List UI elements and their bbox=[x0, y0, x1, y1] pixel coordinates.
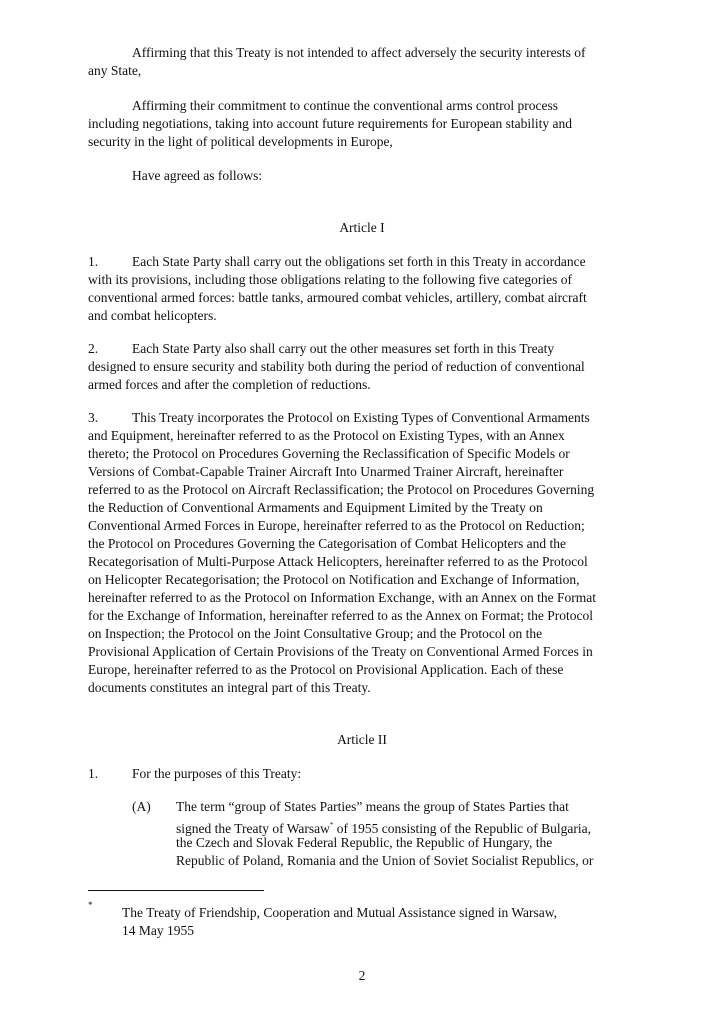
page-number: 2 bbox=[358, 968, 366, 983]
preamble-p2-line1: Affirming their commitment to continue the conventional arms control process bbox=[132, 98, 559, 113]
article-1-para-3-line: on Helicopter Recategorisation; the Protocol on Notification and Exchange of Information, bbox=[88, 572, 580, 587]
article-1-para-1-number: 1. bbox=[88, 254, 99, 269]
footnote-separator bbox=[88, 890, 264, 891]
article-1-para-3-line: Europe, hereinafter referred to as the Protocol on Provisional Application. Each of these bbox=[88, 662, 564, 677]
footnote-line: 14 May 1955 bbox=[122, 923, 194, 938]
article-1-para-3-line: the Protocol on Procedures Governing the Categorisation of Combat Helicopters and the bbox=[88, 536, 567, 551]
article-1-para-3-line: on Inspection; the Protocol on the Joint Consultative Group; and the Protocol on the bbox=[88, 626, 543, 641]
footnote-mark: * bbox=[88, 900, 93, 910]
footnote-reference[interactable]: * bbox=[329, 821, 334, 829]
article-2-para-1-number: 1. bbox=[88, 766, 99, 781]
article-1-para-3-line: and Equipment, hereinafter referred to as the Protocol on Existing Types, with an Annex bbox=[88, 428, 565, 443]
article-1-para-3-line: thereto; the Protocol on Procedures Governing the Reclassification of Specific Models or bbox=[88, 446, 570, 461]
article-1-para-3-line: This Treaty incorporates the Protocol on Existing Types of Conventional Armaments bbox=[132, 410, 590, 425]
article-1-para-1-line: with its provisions, including those obligations relating to the following five categories of bbox=[88, 272, 573, 287]
preamble-p1-line2: any State, bbox=[88, 63, 142, 78]
article-1-para-3-line: for the Exchange of Information, hereinafter referred to as the Annex on Format; the Protocol bbox=[88, 608, 593, 623]
article-1-para-3-line: Conventional Armed Forces in Europe, hereinafter referred to as the Protocol on Reduction; bbox=[88, 518, 585, 533]
article-1-para-3-line: documents constitutes an integral part of this Treaty. bbox=[88, 680, 371, 695]
article-1-para-3-line: referred to as the Protocol on Aircraft Reclassification; the Protocol on Procedures Governing bbox=[88, 482, 595, 497]
article-2-item-a-line: The term “group of States Parties” means the group of States Parties that bbox=[176, 799, 569, 814]
article-1-heading: Article I bbox=[339, 220, 385, 235]
article-1-para-1-line: Each State Party shall carry out the obligations set forth in this Treaty in accordance bbox=[132, 254, 586, 269]
preamble-p3: Have agreed as follows: bbox=[132, 168, 263, 183]
article-1-para-2-line: armed forces and after the completion of reductions. bbox=[88, 377, 371, 392]
preamble-p2-line2: including negotiations, taking into account future requirements for European stability and bbox=[88, 116, 572, 131]
article-1-para-2-line: Each State Party also shall carry out the other measures set forth in this Treaty bbox=[132, 341, 555, 356]
article-1-para-3-line: the Reduction of Conventional Armaments and Equipment Limited by the Treaty on bbox=[88, 500, 543, 515]
article-2-item-a-text: signed the Treaty of Warsaw bbox=[176, 821, 330, 836]
article-1-para-2-line: designed to ensure security and stability both during the period of reduction of conventional bbox=[88, 359, 585, 374]
article-1-para-3-number: 3. bbox=[88, 410, 99, 425]
article-2-heading: Article II bbox=[337, 732, 387, 747]
article-1-para-3-line: Provisional Application of Certain Provisions of the Treaty on Conventional Armed Forces in bbox=[88, 644, 593, 659]
article-2-item-a-line: the Czech and Slovak Federal Republic, the Republic of Hungary, the bbox=[176, 835, 553, 850]
article-1-para-2-number: 2. bbox=[88, 341, 99, 356]
article-1-para-1-line: conventional armed forces: battle tanks, armoured combat vehicles, artillery, combat aircraft bbox=[88, 290, 587, 305]
article-1-para-3-line: Versions of Combat-Capable Trainer Aircraft Into Unarmed Trainer Aircraft, hereinafter bbox=[88, 464, 564, 479]
article-1-para-3-line: Recategorisation of Multi-Purpose Attack Helicopters, hereinafter referred to as the Protocol bbox=[88, 554, 588, 569]
article-1-para-3-line: hereinafter referred to as the Protocol on Information Exchange, with an Annex on the Format bbox=[88, 590, 596, 605]
preamble-p1-line1: Affirming that this Treaty is not intended to affect adversely the security interests of bbox=[132, 45, 586, 60]
article-2-para-1-text: For the purposes of this Treaty: bbox=[132, 766, 302, 781]
preamble-p2-line3: security in the light of political developments in Europe, bbox=[88, 134, 393, 149]
article-2-item-a-line: Republic of Poland, Romania and the Union of Soviet Socialist Republics, or bbox=[176, 853, 594, 868]
article-2-item-a-label: (A) bbox=[132, 799, 151, 814]
article-1-para-1-line: and combat helicopters. bbox=[88, 308, 217, 323]
article-2-item-a-text: of 1955 consisting of the Republic of Bulgaria, bbox=[333, 821, 591, 836]
footnote-line: The Treaty of Friendship, Cooperation and Mutual Assistance signed in Warsaw, bbox=[122, 905, 557, 920]
